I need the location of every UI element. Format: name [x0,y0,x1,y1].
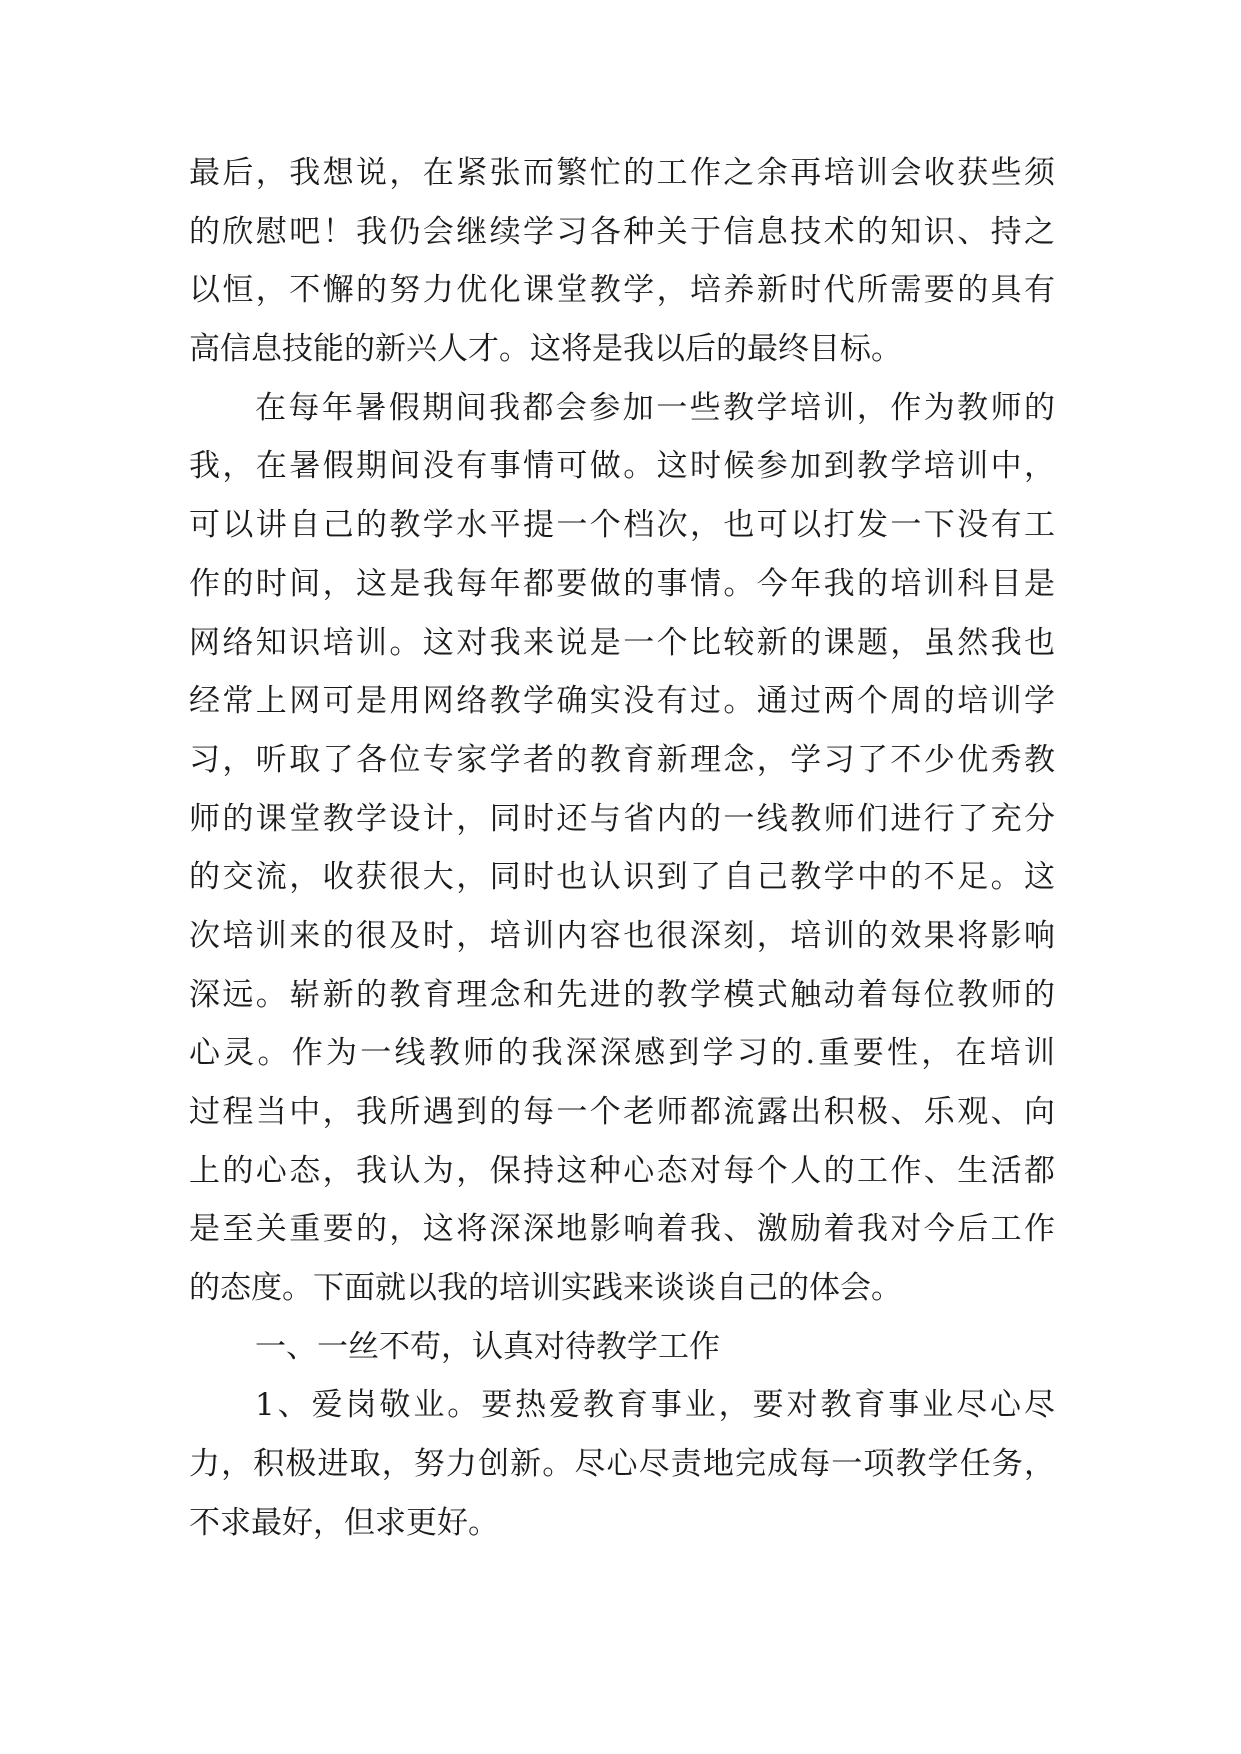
text-line: 不求最好，但求更好。 [189,1504,499,1541]
text-line: 习，听取了各位专家学者的教育新理念，学习了不少优秀教 [189,741,1055,778]
paragraph-closing-remarks [189,144,1055,379]
text-line: 心灵。作为一线教师的我深深感到学习的.重要性，在培训 [189,1035,1055,1072]
heading-line: 一、一丝不苟，认真对待教学工作 [255,1328,720,1365]
section-heading [189,1318,1055,1377]
text-line: 经常上网可是用网络教学确实没有过。通过两个周的培训学 [189,683,1055,720]
text-line: 最后，我想说，在紧张而繁忙的工作之余再培训会收获些须 [189,155,1055,191]
text-line: 网络知识培训。这对我来说是一个比较新的课题，虽然我也 [189,624,1055,661]
text-line: 次培训来的很及时，培训内容也很深刻，培训的效果将影响 [189,917,1055,954]
text-line: 深远。崭新的教育理念和先进的教学模式触动着每位教师的 [189,976,1055,1013]
text-line: 的欣慰吧！我仍会继续学习各种关于信息技术的知识、持之 [189,213,1055,250]
text-line: 高信息技能的新兴人才。这将是我以后的最终目标。 [189,331,902,368]
text-line: 我，在暑假期间没有事情可做。这时候参加到教学培训中， [189,448,1055,485]
text-line: 作的时间，这是我每年都要做的事情。今年我的培训科目是 [189,565,1055,602]
text-line: 可以讲自己的教学水平提一个档次，也可以打发一下没有工 [189,507,1055,544]
text-line: 是至关重要的，这将深深地影响着我、激励着我对今后工作 [189,1211,1055,1248]
document-page [189,144,1055,1553]
text-line: 师的课堂教学设计，同时还与省内的一线教师们进行了充分 [189,800,1055,837]
text-line: 的交流，收获很大，同时也认识到了自己教学中的不足。这 [189,859,1055,896]
text-line: 1、爱岗敬业。要热爱教育事业，要对教育事业尽心尽 [255,1387,1055,1424]
text-line: 在每年暑假期间我都会参加一些教学培训，作为教师的 [255,389,1055,426]
text-line: 过程当中，我所遇到的每一个老师都流露出积极、乐观、向 [189,1094,1055,1130]
text-line: 的态度。下面就以我的培训实践来谈谈自己的体会。 [189,1270,902,1307]
text-line: 上的心态，我认为，保持这种心态对每个人的工作、生活都 [189,1152,1055,1189]
paragraph-summer-training [189,379,1055,1318]
paragraph-dedication [189,1376,1055,1552]
text-line: 力，积极进取，努力创新。尽心尽责地完成每一项教学任务， [189,1446,1055,1483]
text-line: 以恒，不懈的努力优化课堂教学，培养新时代所需要的具有 [189,272,1055,309]
